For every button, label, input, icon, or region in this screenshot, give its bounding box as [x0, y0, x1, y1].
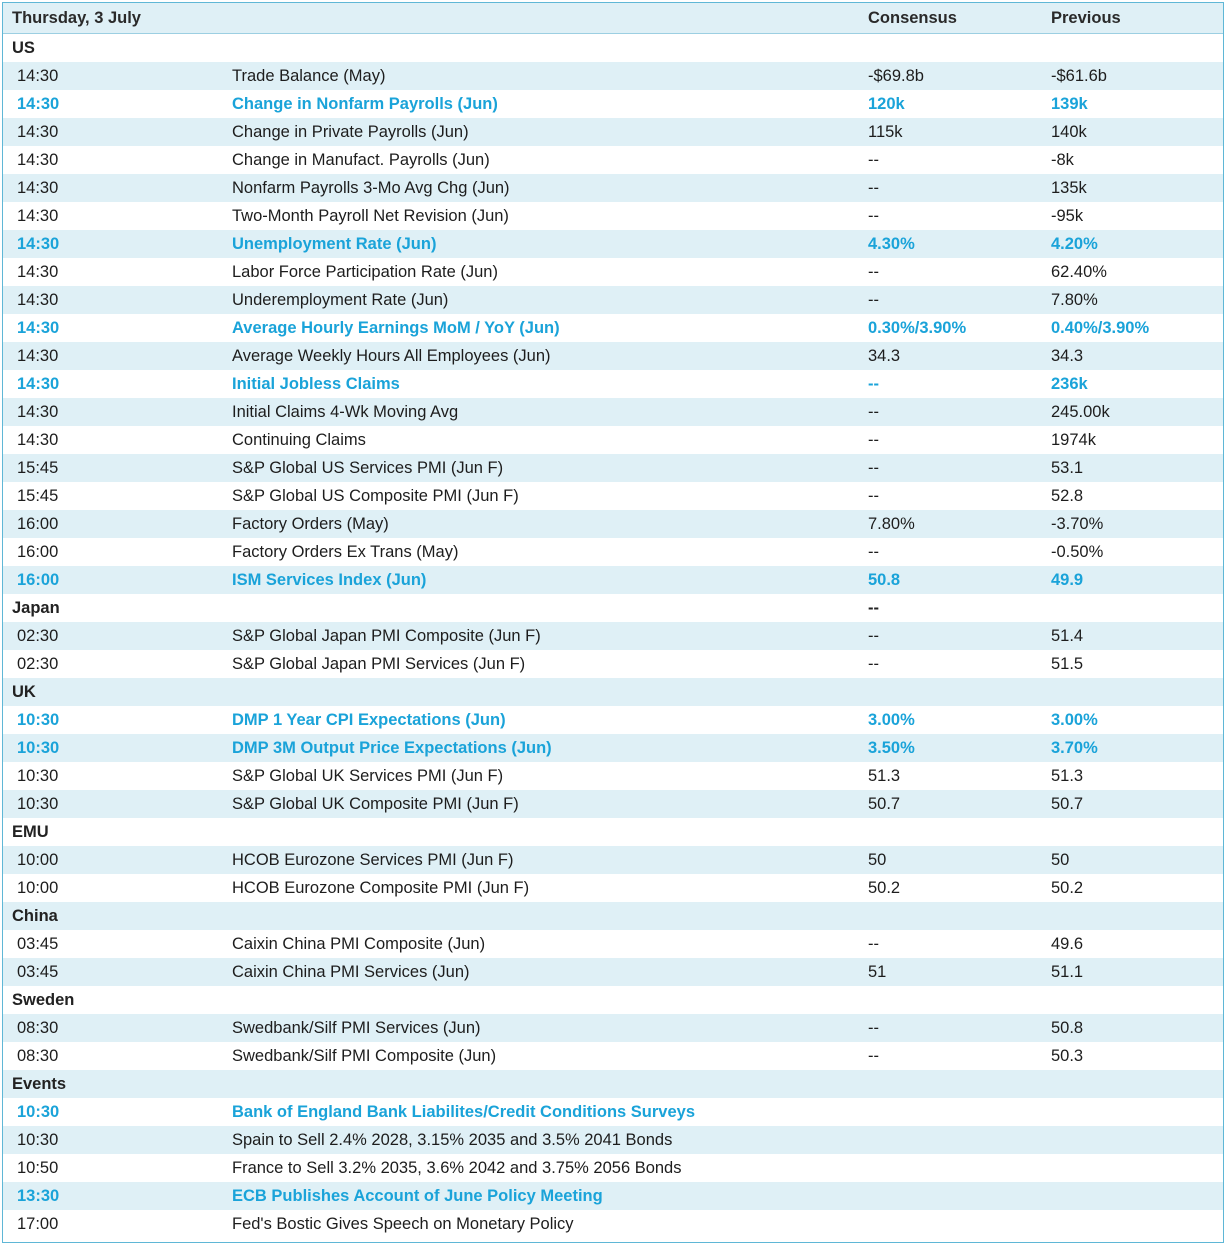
row-previous: 34.3	[1051, 347, 1084, 365]
row-time: 17:00	[17, 1215, 59, 1233]
row-previous: 49.9	[1051, 571, 1084, 589]
row-consensus: 0.30%/3.90%	[868, 319, 967, 337]
row-previous: 51.4	[1051, 627, 1084, 645]
table-row	[3, 846, 1223, 874]
row-time: 15:45	[17, 487, 59, 505]
table-row	[3, 1210, 1223, 1238]
table-row	[3, 566, 1223, 594]
row-time: 13:30	[17, 1187, 60, 1205]
row-consensus: --	[868, 179, 879, 197]
table-row	[3, 426, 1223, 454]
row-event: ISM Services Index (Jun)	[232, 571, 427, 589]
table-row	[3, 762, 1223, 790]
row-event: Average Weekly Hours All Employees (Jun)	[232, 347, 551, 365]
row-consensus: --	[868, 403, 879, 421]
row-consensus: 50.8	[868, 571, 901, 589]
table-row	[3, 118, 1223, 146]
table-row	[3, 454, 1223, 482]
row-previous: 62.40%	[1051, 263, 1107, 281]
row-previous: -95k	[1051, 207, 1084, 225]
row-time: 14:30	[17, 403, 59, 421]
section-row	[3, 818, 1223, 846]
row-consensus: --	[868, 487, 879, 505]
table-row	[3, 314, 1223, 342]
row-consensus: --	[868, 459, 879, 477]
row-previous: 0.40%/3.90%	[1051, 319, 1150, 337]
row-previous: 3.70%	[1051, 739, 1098, 757]
row-previous: 140k	[1051, 123, 1087, 141]
row-previous: 50.8	[1051, 1019, 1084, 1037]
row-time: 10:30	[17, 711, 60, 729]
table-row	[3, 286, 1223, 314]
table-row	[3, 1098, 1223, 1126]
row-time: 10:00	[17, 879, 59, 897]
row-event: HCOB Eurozone Composite PMI (Jun F)	[232, 879, 530, 897]
table-row	[3, 734, 1223, 762]
table-header	[3, 3, 1223, 34]
row-time: 14:30	[17, 347, 59, 365]
row-time: 14:30	[17, 235, 60, 253]
row-event: France to Sell 3.2% 2035, 3.6% 2042 and 3.75% 2056 Bonds	[232, 1159, 682, 1177]
row-consensus: --	[868, 375, 879, 393]
row-event: Initial Claims 4-Wk Moving Avg	[232, 403, 459, 421]
row-event: Unemployment Rate (Jun)	[232, 235, 437, 253]
row-consensus: 3.50%	[868, 739, 915, 757]
row-time: 08:30	[17, 1047, 59, 1065]
row-previous: 245.00k	[1051, 403, 1110, 421]
row-consensus: 50.7	[868, 795, 901, 813]
section-label: Events	[12, 1075, 67, 1093]
table-row	[3, 1014, 1223, 1042]
row-event: Trade Balance (May)	[232, 67, 386, 85]
row-event: Change in Manufact. Payrolls (Jun)	[232, 151, 490, 169]
row-previous: 50.2	[1051, 879, 1084, 897]
row-previous: -3.70%	[1051, 515, 1104, 533]
row-time: 10:30	[17, 1131, 59, 1149]
row-event: S&P Global UK Services PMI (Jun F)	[232, 767, 504, 785]
row-time: 10:00	[17, 851, 59, 869]
row-time: 10:30	[17, 795, 59, 813]
table-row	[3, 62, 1223, 90]
row-consensus: --	[868, 543, 879, 561]
table-row	[3, 1042, 1223, 1070]
row-consensus: 7.80%	[868, 515, 915, 533]
row-time: 10:30	[17, 1103, 60, 1121]
row-consensus: --	[868, 1019, 879, 1037]
row-time: 02:30	[17, 655, 59, 673]
row-event: Average Hourly Earnings MoM / YoY (Jun)	[232, 319, 560, 337]
row-time: 14:30	[17, 123, 59, 141]
section-label: UK	[12, 683, 36, 701]
row-consensus: 34.3	[868, 347, 901, 365]
row-event: Caixin China PMI Services (Jun)	[232, 963, 470, 981]
table-row	[3, 90, 1223, 118]
row-consensus: --	[868, 627, 879, 645]
table-row	[3, 706, 1223, 734]
section-row	[3, 902, 1223, 930]
row-consensus: 51.3	[868, 767, 901, 785]
row-time: 14:30	[17, 375, 60, 393]
row-consensus: 51	[868, 963, 887, 981]
row-time: 14:30	[17, 263, 59, 281]
row-time: 14:30	[17, 67, 59, 85]
row-previous: 1974k	[1051, 431, 1096, 449]
table-row	[3, 930, 1223, 958]
row-consensus: --	[868, 935, 879, 953]
row-time: 14:30	[17, 291, 59, 309]
row-event: S&P Global US Composite PMI (Jun F)	[232, 487, 519, 505]
row-previous: 51.5	[1051, 655, 1084, 673]
row-event: Swedbank/Silf PMI Services (Jun)	[232, 1019, 481, 1037]
row-previous: -8k	[1051, 151, 1074, 169]
table-row	[3, 874, 1223, 902]
header-consensus: Consensus	[868, 9, 957, 27]
row-event: Change in Nonfarm Payrolls (Jun)	[232, 95, 498, 113]
row-previous: 50	[1051, 851, 1070, 869]
row-event: ECB Publishes Account of June Policy Meeting	[232, 1187, 603, 1205]
row-event: Swedbank/Silf PMI Composite (Jun)	[232, 1047, 497, 1065]
row-event: Spain to Sell 2.4% 2028, 3.15% 2035 and 3.5% 2041 Bonds	[232, 1131, 673, 1149]
row-consensus: 50	[868, 851, 887, 869]
row-event: S&P Global UK Composite PMI (Jun F)	[232, 795, 519, 813]
row-time: 14:30	[17, 95, 60, 113]
table-row	[3, 482, 1223, 510]
table-row	[3, 1154, 1223, 1182]
row-event: Two-Month Payroll Net Revision (Jun)	[232, 207, 509, 225]
header-previous: Previous	[1051, 9, 1121, 27]
row-previous: 51.1	[1051, 963, 1084, 981]
row-consensus: 4.30%	[868, 235, 915, 253]
row-event: Bank of England Bank Liabilites/Credit Conditions Surveys	[232, 1103, 695, 1121]
table-row	[3, 1182, 1223, 1210]
row-previous: 139k	[1051, 95, 1088, 113]
row-time: 16:00	[17, 543, 59, 561]
row-consensus: -$69.8b	[868, 67, 924, 85]
table-row	[3, 398, 1223, 426]
table-row	[3, 538, 1223, 566]
row-event: Factory Orders Ex Trans (May)	[232, 543, 459, 561]
row-consensus: --	[868, 1047, 879, 1065]
row-previous: 52.8	[1051, 487, 1084, 505]
table-row	[3, 510, 1223, 538]
row-time: 10:50	[17, 1159, 59, 1177]
row-event: Change in Private Payrolls (Jun)	[232, 123, 469, 141]
row-previous: 7.80%	[1051, 291, 1098, 309]
section-label: Sweden	[12, 991, 75, 1009]
row-time: 03:45	[17, 963, 59, 981]
section-label: China	[12, 907, 58, 925]
table-row	[3, 230, 1223, 258]
row-consensus: --	[868, 263, 879, 281]
table-row	[3, 146, 1223, 174]
row-previous: 236k	[1051, 375, 1088, 393]
row-time: 14:30	[17, 207, 59, 225]
table-row	[3, 1126, 1223, 1154]
section-row	[3, 678, 1223, 706]
row-previous: 50.3	[1051, 1047, 1084, 1065]
section-row	[3, 34, 1223, 62]
section-label: Japan	[12, 599, 60, 617]
row-time: 16:00	[17, 571, 60, 589]
row-event: Labor Force Participation Rate (Jun)	[232, 263, 498, 281]
row-event: S&P Global Japan PMI Composite (Jun F)	[232, 627, 541, 645]
row-consensus: --	[868, 655, 879, 673]
row-event: Fed's Bostic Gives Speech on Monetary Policy	[232, 1215, 574, 1233]
row-consensus: --	[868, 431, 879, 449]
row-event: DMP 1 Year CPI Expectations (Jun)	[232, 711, 506, 729]
row-event: Caixin China PMI Composite (Jun)	[232, 935, 486, 953]
section-row	[3, 594, 1223, 622]
economic-calendar-table	[2, 2, 1224, 1243]
row-previous: -0.50%	[1051, 543, 1104, 561]
table-row	[3, 790, 1223, 818]
table-row	[3, 258, 1223, 286]
table-row	[3, 958, 1223, 986]
row-time: 08:30	[17, 1019, 59, 1037]
row-event: Initial Jobless Claims	[232, 375, 400, 393]
row-consensus: 115k	[868, 123, 903, 141]
row-time: 14:30	[17, 431, 59, 449]
row-event: S&P Global Japan PMI Services (Jun F)	[232, 655, 526, 673]
row-time: 14:30	[17, 179, 59, 197]
header-date: Thursday, 3 July	[12, 9, 141, 27]
section-row	[3, 986, 1223, 1014]
section-label: US	[12, 39, 35, 57]
row-time: 03:45	[17, 935, 59, 953]
row-previous: 50.7	[1051, 795, 1084, 813]
table-row	[3, 622, 1223, 650]
row-time: 14:30	[17, 151, 59, 169]
table-row	[3, 174, 1223, 202]
row-event: Factory Orders (May)	[232, 515, 389, 533]
row-time: 10:30	[17, 767, 59, 785]
row-event: Underemployment Rate (Jun)	[232, 291, 449, 309]
row-consensus: 50.2	[868, 879, 901, 897]
row-consensus: --	[868, 291, 879, 309]
row-previous: 135k	[1051, 179, 1087, 197]
table-row	[3, 342, 1223, 370]
row-time: 15:45	[17, 459, 59, 477]
section-label: EMU	[12, 823, 49, 841]
row-previous: 53.1	[1051, 459, 1084, 477]
section-row	[3, 1070, 1223, 1098]
row-previous: 4.20%	[1051, 235, 1098, 253]
row-time: 02:30	[17, 627, 59, 645]
row-consensus: --	[868, 151, 879, 169]
row-event: Continuing Claims	[232, 431, 366, 449]
row-event: DMP 3M Output Price Expectations (Jun)	[232, 739, 552, 757]
row-time: 14:30	[17, 319, 60, 337]
table-body	[3, 34, 1223, 1238]
table-row	[3, 202, 1223, 230]
row-previous: 51.3	[1051, 767, 1084, 785]
row-event: HCOB Eurozone Services PMI (Jun F)	[232, 851, 514, 869]
row-event: Nonfarm Payrolls 3-Mo Avg Chg (Jun)	[232, 179, 510, 197]
row-previous: 3.00%	[1051, 711, 1098, 729]
row-consensus: 120k	[868, 95, 905, 113]
row-time: 16:00	[17, 515, 59, 533]
row-event: S&P Global US Services PMI (Jun F)	[232, 459, 504, 477]
table-row	[3, 370, 1223, 398]
row-consensus: 3.00%	[868, 711, 915, 729]
row-previous: 49.6	[1051, 935, 1084, 953]
table-row	[3, 650, 1223, 678]
row-consensus: --	[868, 207, 879, 225]
section-consensus: --	[868, 599, 879, 617]
row-time: 10:30	[17, 739, 60, 757]
row-previous: -$61.6b	[1051, 67, 1107, 85]
